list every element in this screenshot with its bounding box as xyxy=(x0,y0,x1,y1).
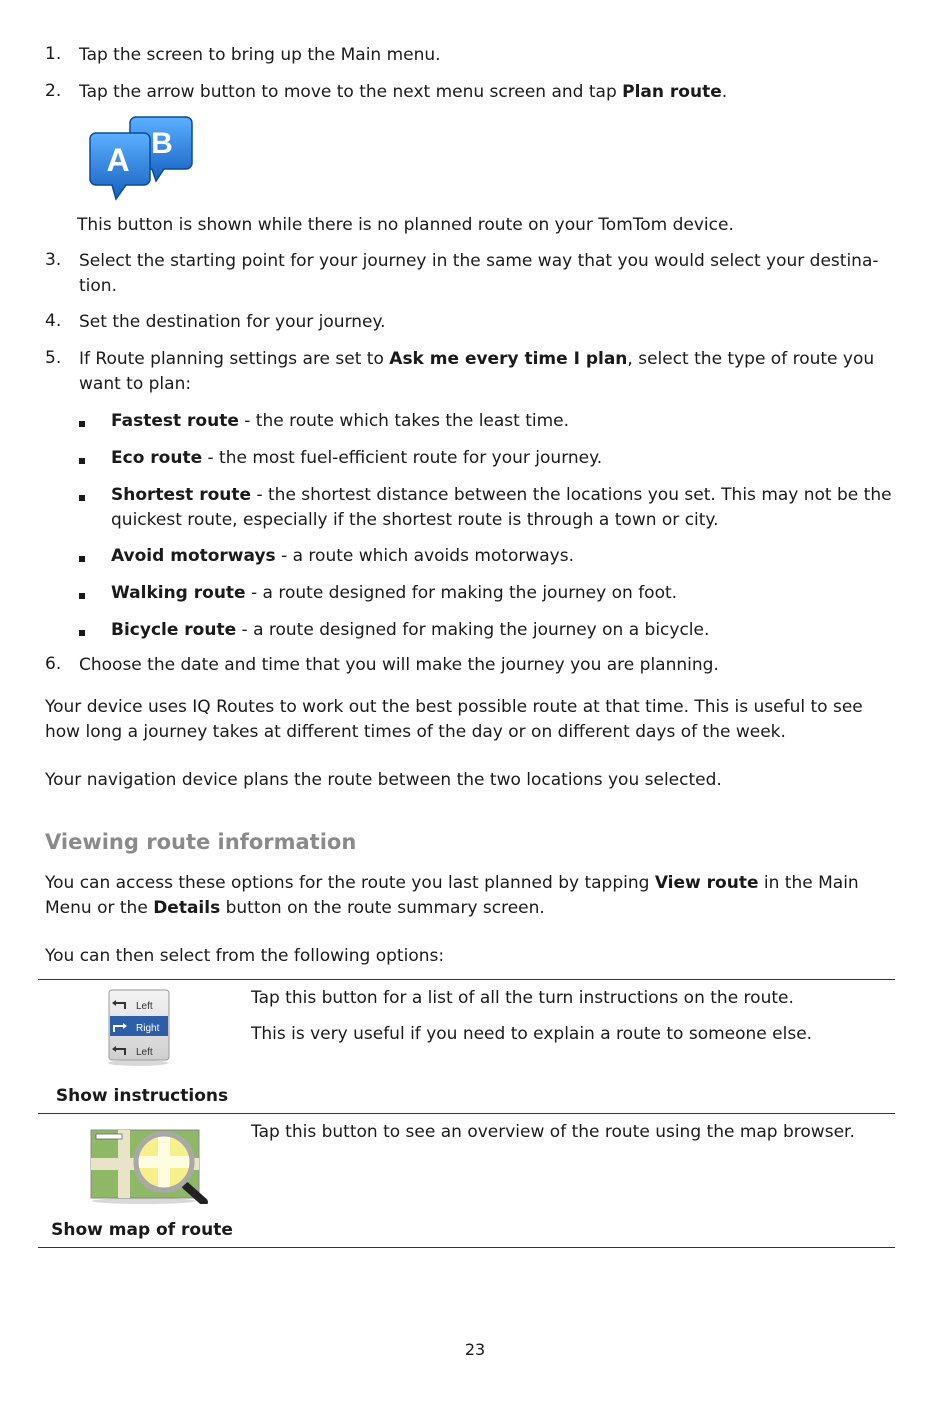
table-bottom-rule xyxy=(38,1247,895,1248)
bullet xyxy=(79,584,85,604)
route-type-shortest: Shortest route - the shortest distance between the locations you set. This may not be the quickest route, especially if the shortest route is through a town or city. xyxy=(111,485,892,530)
step-5-text: If Route planning settings are set to Ask me every time I plan, select the type of route you want to plan: xyxy=(79,349,875,394)
step-1-text: Tap the screen to bring up the Main menu. xyxy=(79,45,441,65)
step-4-number: 4. xyxy=(45,311,62,331)
show-map-of-route-button[interactable] xyxy=(88,1122,210,1204)
show-instructions-button[interactable] xyxy=(102,988,174,1066)
show-instructions-desc-1: Tap this button for a list of all the turn instructions on the route. xyxy=(251,988,794,1008)
step-5-number: 5. xyxy=(45,348,62,368)
bullet xyxy=(79,412,85,432)
instruction-right: Right xyxy=(136,1023,160,1034)
step-6-text: Choose the date and time that you will make the journey you are planning. xyxy=(79,655,719,675)
page-number: 23 xyxy=(464,1340,486,1359)
ab-icon-letter-b: B xyxy=(151,127,173,160)
turn-instructions-icon xyxy=(102,988,174,1066)
show-instructions-label: Show instructions xyxy=(55,1086,229,1106)
bullet xyxy=(79,547,85,567)
route-type-fastest: Fastest route - the route which takes the least time. xyxy=(111,411,570,431)
ab-icon-letter-a: A xyxy=(106,142,130,178)
step-3-line-2: tion. xyxy=(79,276,117,296)
section-heading: Viewing route information xyxy=(45,830,357,854)
bullet xyxy=(79,621,85,641)
instruction-left-2: Left xyxy=(136,1047,153,1058)
route-type-bicycle: Bicycle route - a route designed for making the journey on a bicycle. xyxy=(111,620,710,640)
step-3-text xyxy=(79,249,909,299)
step-2-text: Tap the arrow button to move to the next menu screen and tap Plan route. xyxy=(79,82,728,102)
bullet xyxy=(79,486,85,506)
step-4-text: Set the destination for your journey. xyxy=(79,312,386,332)
show-map-of-route-label: Show map of route xyxy=(51,1220,233,1240)
plan-route-ab-icon xyxy=(88,113,196,201)
show-instructions-desc-2: This is very useful if you need to explain a route to someone else. xyxy=(251,1024,813,1044)
step-3-number: 3. xyxy=(45,250,62,270)
step-2-number: 2. xyxy=(45,81,62,101)
icon-caption: This button is shown while there is no planned route on your TomTom device. xyxy=(77,215,734,235)
show-map-of-route-desc: Tap this button to see an overview of the route using the map browser. xyxy=(251,1122,855,1142)
iq-routes-paragraph: Your device uses IQ Routes to work out the best possible route at that time. This is useful to see how long a journey takes at different times of the day or on different days of the week. xyxy=(45,697,863,742)
bullet xyxy=(79,449,85,469)
route-type-eco: Eco route - the most fuel-efficient route for your journey. xyxy=(111,448,603,468)
route-type-walking: Walking route - a route designed for making the journey on foot. xyxy=(111,583,678,603)
step-3-line-1: Select the starting point for your journey in the same way that you would select your destina- xyxy=(79,251,879,271)
map-magnifier-icon xyxy=(88,1122,210,1204)
select-options-text: You can then select from the following options: xyxy=(45,946,445,966)
plans-route-paragraph: Your navigation device plans the route between the two locations you selected. xyxy=(45,770,722,790)
instruction-left-1: Left xyxy=(136,1001,153,1012)
section-intro: You can access these options for the route you last planned by tapping View route in the Main Menu or the Details button on the route summary screen. xyxy=(45,873,859,918)
table-middle-rule xyxy=(38,1113,895,1114)
step-1-number: 1. xyxy=(45,44,62,64)
step-6-number: 6. xyxy=(45,654,62,674)
table-top-rule xyxy=(38,979,895,980)
route-type-avoid-motorways: Avoid motorways - a route which avoids motorways. xyxy=(111,546,574,566)
